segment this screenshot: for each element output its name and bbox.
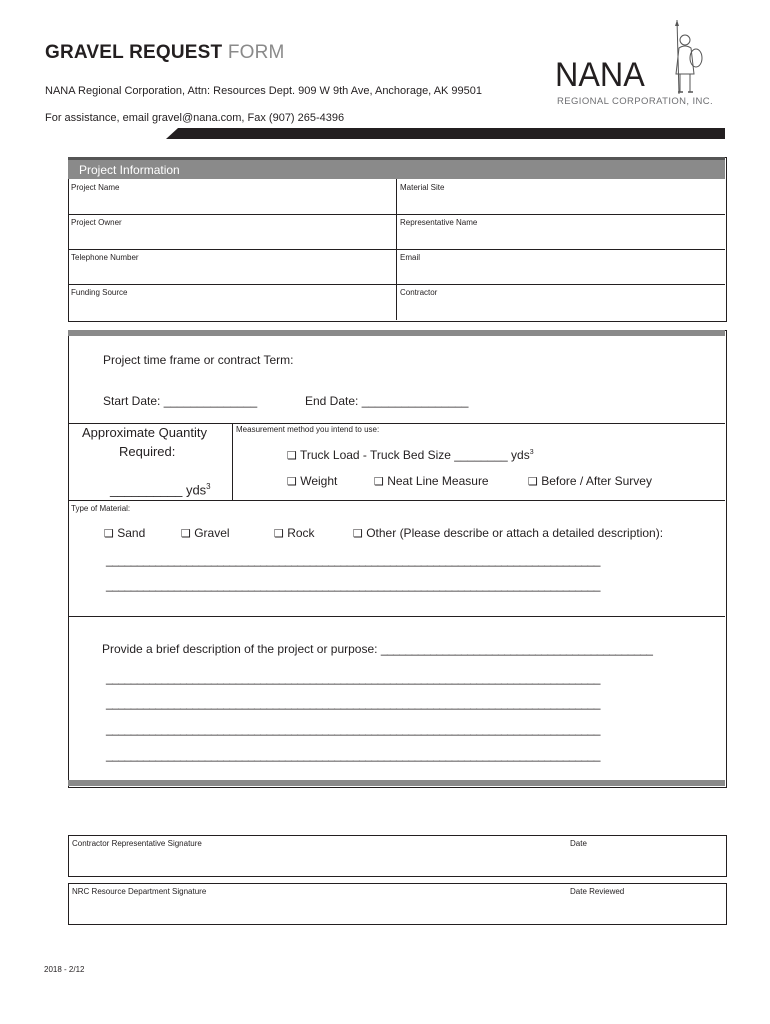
project-information-section <box>68 157 727 322</box>
material-description-line[interactable]: ________________________________________________________________________________ <box>106 553 600 567</box>
material-description-line[interactable]: ________________________________________________________________________________ <box>106 578 600 592</box>
gravel-label: Gravel <box>194 526 230 540</box>
sand-label: Sand <box>117 526 146 540</box>
project-description-prompt[interactable] <box>102 642 652 656</box>
before-after-survey-option[interactable] <box>528 474 652 488</box>
contractor-field[interactable]: Contractor <box>400 288 438 297</box>
material-type-label: Type of Material: <box>71 504 131 513</box>
checkbox-icon[interactable]: ❑ <box>274 527 284 540</box>
project-information-title: Project Information <box>79 163 180 177</box>
quantity-label-line1: Approximate Quantity <box>82 425 208 440</box>
measurement-label: Measurement method you intend to use: <box>236 425 380 434</box>
request-details-bottom-bar <box>68 780 725 786</box>
column-divider <box>232 423 233 500</box>
form-title-bold: GRAVEL REQUEST <box>45 42 223 63</box>
representative-name-field[interactable]: Representative Name <box>400 218 478 227</box>
header-divider-bar <box>58 128 725 139</box>
checkbox-icon[interactable]: ❑ <box>353 527 363 540</box>
checkbox-icon[interactable]: ❑ <box>528 475 538 488</box>
form-revision: 2018 - 2/12 <box>44 965 85 974</box>
nrc-signature-label: NRC Resource Department Signature <box>72 887 207 896</box>
contractor-signature-box[interactable] <box>68 835 727 877</box>
quantity-label-line2: Required: <box>119 444 176 459</box>
neat-line-label: Neat Line Measure <box>387 474 489 488</box>
checkbox-icon[interactable]: ❑ <box>104 527 114 540</box>
project-information-heading <box>68 157 725 179</box>
form-title <box>45 42 285 64</box>
quantity-blank: __________ <box>110 482 183 498</box>
assistance-contact: For assistance, email gravel@nana.com, Fax (907) 265-4396 <box>45 112 345 124</box>
project-description-blank: ____________________________________________ <box>380 642 653 656</box>
start-date-field[interactable]: Start Date: ______________ <box>103 394 258 408</box>
contractor-signature-label: Contractor Representative Signature <box>72 839 202 848</box>
weight-option[interactable] <box>287 474 337 488</box>
logo-name: NANA <box>555 56 645 94</box>
project-description-line[interactable]: ________________________________________________________________________________ <box>106 722 600 736</box>
truck-load-unit-sup: 3 <box>529 449 534 456</box>
request-details-top-bar <box>68 330 725 336</box>
checkbox-icon[interactable]: ❑ <box>287 449 297 462</box>
gravel-option[interactable] <box>181 526 230 540</box>
weight-label: Weight <box>300 474 338 488</box>
truck-load-label: Truck Load - Truck Bed Size <box>300 448 451 462</box>
column-divider <box>396 179 397 320</box>
checkbox-icon[interactable]: ❑ <box>287 475 297 488</box>
project-description-line[interactable]: ________________________________________________________________________________ <box>106 748 600 762</box>
truck-load-option[interactable] <box>287 448 534 462</box>
row-divider <box>68 616 725 617</box>
truck-load-blank: ________ <box>454 448 508 462</box>
end-date-field[interactable]: End Date: ________________ <box>305 394 469 408</box>
checkbox-icon[interactable]: ❑ <box>181 527 191 540</box>
project-description-line[interactable]: ________________________________________________________________________________ <box>106 671 600 685</box>
rock-option[interactable] <box>274 526 315 540</box>
quantity-unit: yds <box>185 482 207 498</box>
email-field[interactable]: Email <box>400 253 421 262</box>
other-label: Other (Please describe or attach a detailed description): <box>366 526 664 540</box>
project-description-line[interactable]: ________________________________________________________________________________ <box>106 696 600 710</box>
project-description-label: Provide a brief description of the project or purpose: <box>102 642 378 656</box>
form-title-light: FORM <box>227 42 285 63</box>
other-option[interactable] <box>353 526 663 540</box>
nrc-signature-box[interactable] <box>68 883 727 925</box>
sand-option[interactable] <box>104 526 145 540</box>
quantity-unit-sup: 3 <box>206 482 211 491</box>
timeframe-label: Project time frame or contract Term: <box>103 353 294 367</box>
hunter-figure-icon <box>668 18 704 96</box>
funding-source-field[interactable]: Funding Source <box>71 288 128 297</box>
project-name-field[interactable]: Project Name <box>71 183 120 192</box>
checkbox-icon[interactable]: ❑ <box>374 475 384 488</box>
before-after-survey-label: Before / After Survey <box>541 474 652 488</box>
material-site-field[interactable]: Material Site <box>400 183 445 192</box>
row-divider <box>68 500 725 501</box>
contractor-date-label: Date <box>570 839 587 848</box>
neat-line-option[interactable] <box>374 474 489 488</box>
logo-subtitle: REGIONAL CORPORATION, INC. <box>557 96 714 107</box>
quantity-field[interactable] <box>110 482 211 497</box>
telephone-number-field[interactable]: Telephone Number <box>71 253 139 262</box>
truck-load-unit: yds <box>511 448 530 462</box>
rock-label: Rock <box>287 526 315 540</box>
nrc-date-reviewed-label: Date Reviewed <box>570 887 625 896</box>
project-owner-field[interactable]: Project Owner <box>71 218 122 227</box>
mailing-address: NANA Regional Corporation, Attn: Resources Dept. 909 W 9th Ave, Anchorage, AK 99501 <box>45 85 483 97</box>
row-divider <box>68 423 725 424</box>
